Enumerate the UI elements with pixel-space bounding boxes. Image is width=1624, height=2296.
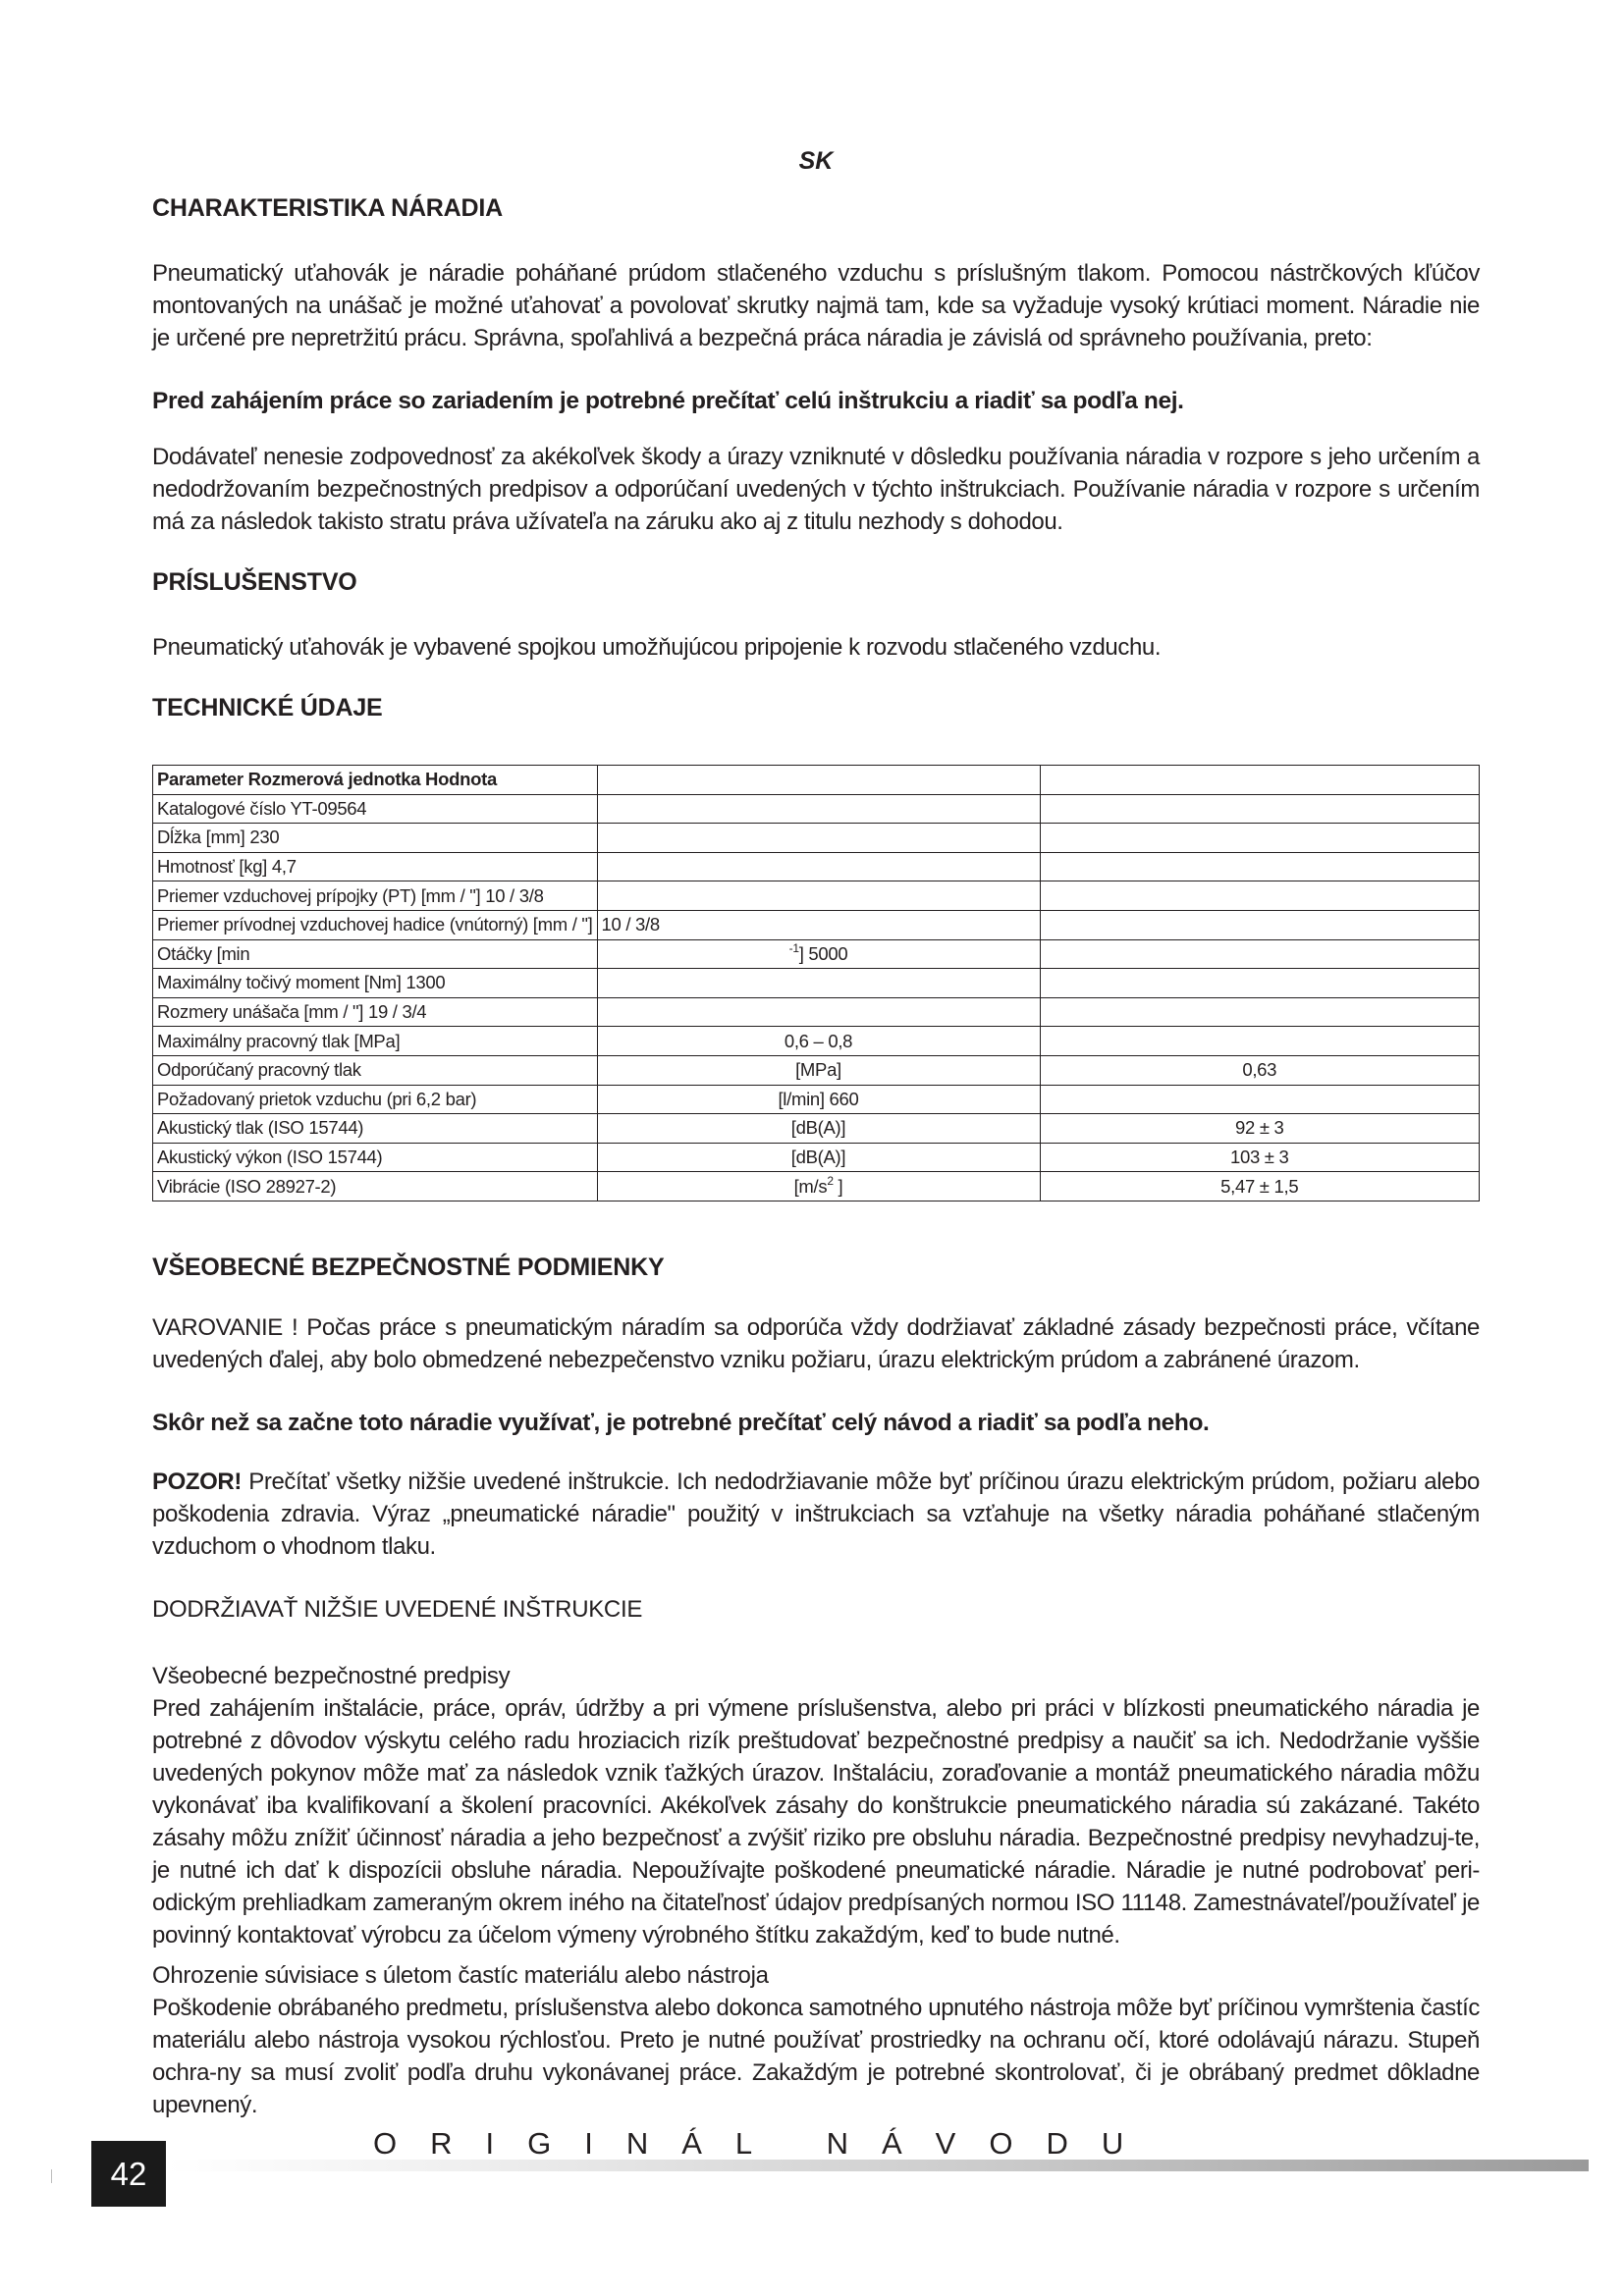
table-cell bbox=[597, 939, 1040, 969]
follow-instructions: DODRŽIAVAŤ NIŽŠIE UVEDENÉ INŠTRUKCIE bbox=[152, 1596, 643, 1623]
table-cell bbox=[597, 824, 1040, 853]
table-cell bbox=[597, 766, 1040, 795]
table-cell: Maximálny pracovný tlak [MPa] bbox=[153, 1027, 598, 1056]
paragraph-particles: Poškodenie obrábaného predmetu, príslušenstva alebo dokonca samotného upnutého nástroja môže byť príčinou vymrštenia častíc materiálu alebo nástroja vysokou rýchlosťou. Preto je nutné používať prostriedky na ochranu očí, ktoré odolávajú nárazu. Stupeň ochra-ny sa musí zvoliť podľa druhu vykonávanej práce. Zakaždým je potrebné skontrolovať, či je obrábaný predmet dôkladne upevnený. bbox=[152, 1995, 1480, 2118]
table-cell bbox=[1040, 852, 1480, 881]
table-cell: Hmotnosť [kg] 4,7 bbox=[153, 852, 598, 881]
table-cell: Dĺžka [mm] 230 bbox=[153, 824, 598, 853]
table-cell: Priemer prívodnej vzduchovej hadice (vnútorný) [mm / "] bbox=[153, 910, 598, 939]
table-cell: [$m/s^2$ ] bbox=[597, 1172, 1040, 1201]
table-row bbox=[153, 852, 1480, 881]
table-cell: Parameter Rozmerová jednotka Hodnota bbox=[153, 766, 598, 795]
table-cell bbox=[1040, 969, 1480, 998]
table-row bbox=[153, 1085, 1480, 1114]
vibration-exponent: 2 bbox=[827, 1173, 834, 1188]
table-cell: [MPa] bbox=[597, 1055, 1040, 1085]
table-cell: [l/min] 660 bbox=[597, 1085, 1040, 1114]
hose-value: 10 / 3/8 bbox=[601, 914, 660, 935]
table-cell: Maximálny točivý moment [Nm] 1300 bbox=[153, 969, 598, 998]
table-cell: Vibrácie (ISO 28927-2) bbox=[153, 1172, 598, 1201]
table-cell bbox=[1040, 1027, 1480, 1056]
table-cell bbox=[1040, 766, 1480, 795]
table-cell bbox=[1040, 939, 1480, 969]
bold-instruction: Pred zahájením práce so zariadením je potrebné prečítať celú inštrukciu a riadiť sa podľa nej. bbox=[152, 388, 1184, 414]
table-row bbox=[153, 794, 1480, 824]
table-cell: 0,6 – 0,8 bbox=[597, 1027, 1040, 1056]
table-row bbox=[153, 824, 1480, 853]
table-cell: Akustický tlak (ISO 15744) bbox=[153, 1114, 598, 1144]
paragraph-general-rules: Pred zahájením inštalácie, práce, opráv, údržby a pri výmene príslušenstva, alebo pri práci v blízkosti pneumatického náradia je potrebné z dôvodov výskytu celého radu hroziacich rizík preštudovať bezpečnostné predpisy a naučiť sa ich. Nedodržanie vyššie uvedených pokynov môže mať za následok vznik ťažkých úrazov. Inštaláciu, zoraďovanie a montáž pneumatického náradia môžu vykonávať iba kvalifikovaní a školení pracovníci. Akékoľvek zásahy do konštrukcie pneumatického náradia sú zakázané. Takéto zásahy môžu znížiť účinnosť náradia a jeho bezpečnosť a zvýšiť riziko pre obsluhu náradia. Bezpečnostné predpisy nevyhadzuj-te, je nutné ich dať k dispozícii obsluhe náradia. Nepoužívajte poškodené pneumatické náradie. Náradie je nutné podrobovať peri-odickým prehliadkam zameraným okrem iného na čitateľnosť údajov predpísaných normou ISO 11148. Zamestnávateľ/používateľ je povinný kontaktovať výrobcu za účelom výmeny výrobného štítku zakaždým, keď to bude nutné. bbox=[152, 1695, 1480, 1949]
table-row bbox=[153, 939, 1480, 969]
table-cell: [dB(A)] bbox=[597, 1143, 1040, 1172]
table-cell: Otáčky [min bbox=[153, 939, 598, 969]
table-row bbox=[153, 969, 1480, 998]
heading-characteristics: CHARAKTERISTIKA NÁRADIA bbox=[152, 194, 503, 222]
table-row bbox=[153, 1143, 1480, 1172]
table-cell: Rozmery unášača [mm / "] 19 / 3/4 bbox=[153, 997, 598, 1027]
pozor-label: POZOR! bbox=[152, 1468, 242, 1495]
table-cell bbox=[1040, 794, 1480, 824]
table-cell: Priemer vzduchovej prípojky (PT) [mm / "] 10 / 3/8 bbox=[153, 881, 598, 911]
language-label: SK bbox=[798, 147, 834, 175]
paragraph-warning: VAROVANIE ! Počas práce s pneumatickým náradím sa odporúča vždy dodržiavať základné zásady bezpečnosti práce, včítane uvedených ďalej, aby bolo obmedzené nebezpečenstvo vzniku požiaru, úrazu elektrickým prúdom a zabránené úrazom. bbox=[152, 1314, 1480, 1373]
table-row bbox=[153, 1172, 1480, 1201]
table-cell: 5,47 ± 1,5 bbox=[1040, 1172, 1480, 1201]
table-cell: 103 ± 3 bbox=[1040, 1143, 1480, 1172]
table-cell bbox=[1040, 881, 1480, 911]
particles-title: Ohrozenie súvisiace s úletom častíc materiálu alebo nástroja bbox=[152, 1962, 769, 1989]
vibration-unit-close: ] bbox=[833, 1175, 843, 1197]
heading-accessories: PRÍSLUŠENSTVO bbox=[152, 568, 357, 596]
table-cell: Katalogové číslo YT-09564 bbox=[153, 794, 598, 824]
table-cell: [dB(A)] bbox=[597, 1114, 1040, 1144]
table-cell: 92 ± 3 bbox=[1040, 1114, 1480, 1144]
table-cell bbox=[597, 969, 1040, 998]
table-cell bbox=[597, 852, 1040, 881]
table-cell bbox=[597, 997, 1040, 1027]
heading-safety: VŠEOBECNÉ BEZPEČNOSTNÉ PODMIENKY bbox=[152, 1254, 665, 1281]
table-cell: Odporúčaný pracovný tlak bbox=[153, 1055, 598, 1085]
table-cell bbox=[597, 794, 1040, 824]
technical-data-table bbox=[152, 765, 1480, 1201]
table-cell: Požadovaný prietok vzduchu (pri 6,2 bar) bbox=[153, 1085, 598, 1114]
table-row bbox=[153, 881, 1480, 911]
pozor-text: Prečítať všetky nižšie uvedené inštrukcie. Ich nedodržiavanie môže byť príčinou úrazu elektrickým prúdom, požiaru alebo poškodenia zdravia. Výraz „pneumatické náradie" použitý v inštrukciach sa vzťahuje na všetky náradia poháňané stlačeným vzduchom o vhodnom tlaku. bbox=[152, 1468, 1480, 1560]
table-cell bbox=[597, 881, 1040, 911]
bold-safety-instruction: Skôr než sa začne toto náradie využívať, je potrebné prečítať celý návod a riadiť sa podľa neho. bbox=[152, 1410, 1210, 1436]
footer-label: ORIGINÁL NÁVODU bbox=[373, 2126, 1158, 2161]
margin-tick bbox=[51, 2169, 52, 2183]
paragraph-pozor bbox=[152, 1466, 1480, 1563]
table-row bbox=[153, 997, 1480, 1027]
table-cell bbox=[1040, 1085, 1480, 1114]
table-row bbox=[153, 1027, 1480, 1056]
table-cell bbox=[1040, 997, 1480, 1027]
table-cell bbox=[1040, 910, 1480, 939]
page-number: 42 bbox=[91, 2141, 166, 2207]
paragraph-liability: Dodávateľ nenesie zodpovednosť za akékoľvek škody a úrazy vzniknuté v dôsledku používania náradia v rozpore s jeho určením a nedodržovaním bezpečnostných predpisov a odporúčaní uvedených v týchto inštrukciach. Používanie náradia v rozpore s určením má za následok takisto stratu práva užívateľa na záruku ako aj z titulu nezhody s dohodou. bbox=[152, 444, 1480, 535]
paragraph-accessories: Pneumatický uťahovák je vybavené spojkou umožňujúcou pripojenie k rozvodu stlačeného vzduchu. bbox=[152, 634, 1162, 661]
rpm-exponent: -1 bbox=[788, 940, 799, 955]
paragraph-characteristics: Pneumatický uťahovák je náradie poháňané prúdom stlačeného vzduchu s príslušným tlakom. Pomocou nástrčkových kľúčov montovaných na unášač je možné uťahovať a povolovať skrutky najmä tam, kde sa vyžaduje vysoký krútiaci moment. Náradie nie je určené pre nepretržitú prácu. Správna, spoľahlivá a bezpečná práca náradia je závislá od správneho používania, preto: bbox=[152, 260, 1480, 351]
table-cell bbox=[597, 910, 1040, 939]
table-row bbox=[153, 1114, 1480, 1144]
heading-technical: TECHNICKÉ ÚDAJE bbox=[152, 694, 383, 721]
table-row bbox=[153, 1055, 1480, 1085]
table-cell bbox=[1040, 824, 1480, 853]
table-cell: 0,63 bbox=[1040, 1055, 1480, 1085]
general-rules-title: Všeobecné bezpečnostné predpisy bbox=[152, 1663, 511, 1689]
table-row bbox=[153, 766, 1480, 795]
table-row bbox=[153, 910, 1480, 939]
table-cell: Akustický výkon (ISO 15744) bbox=[153, 1143, 598, 1172]
rpm-value: ] 5000 bbox=[798, 942, 848, 964]
